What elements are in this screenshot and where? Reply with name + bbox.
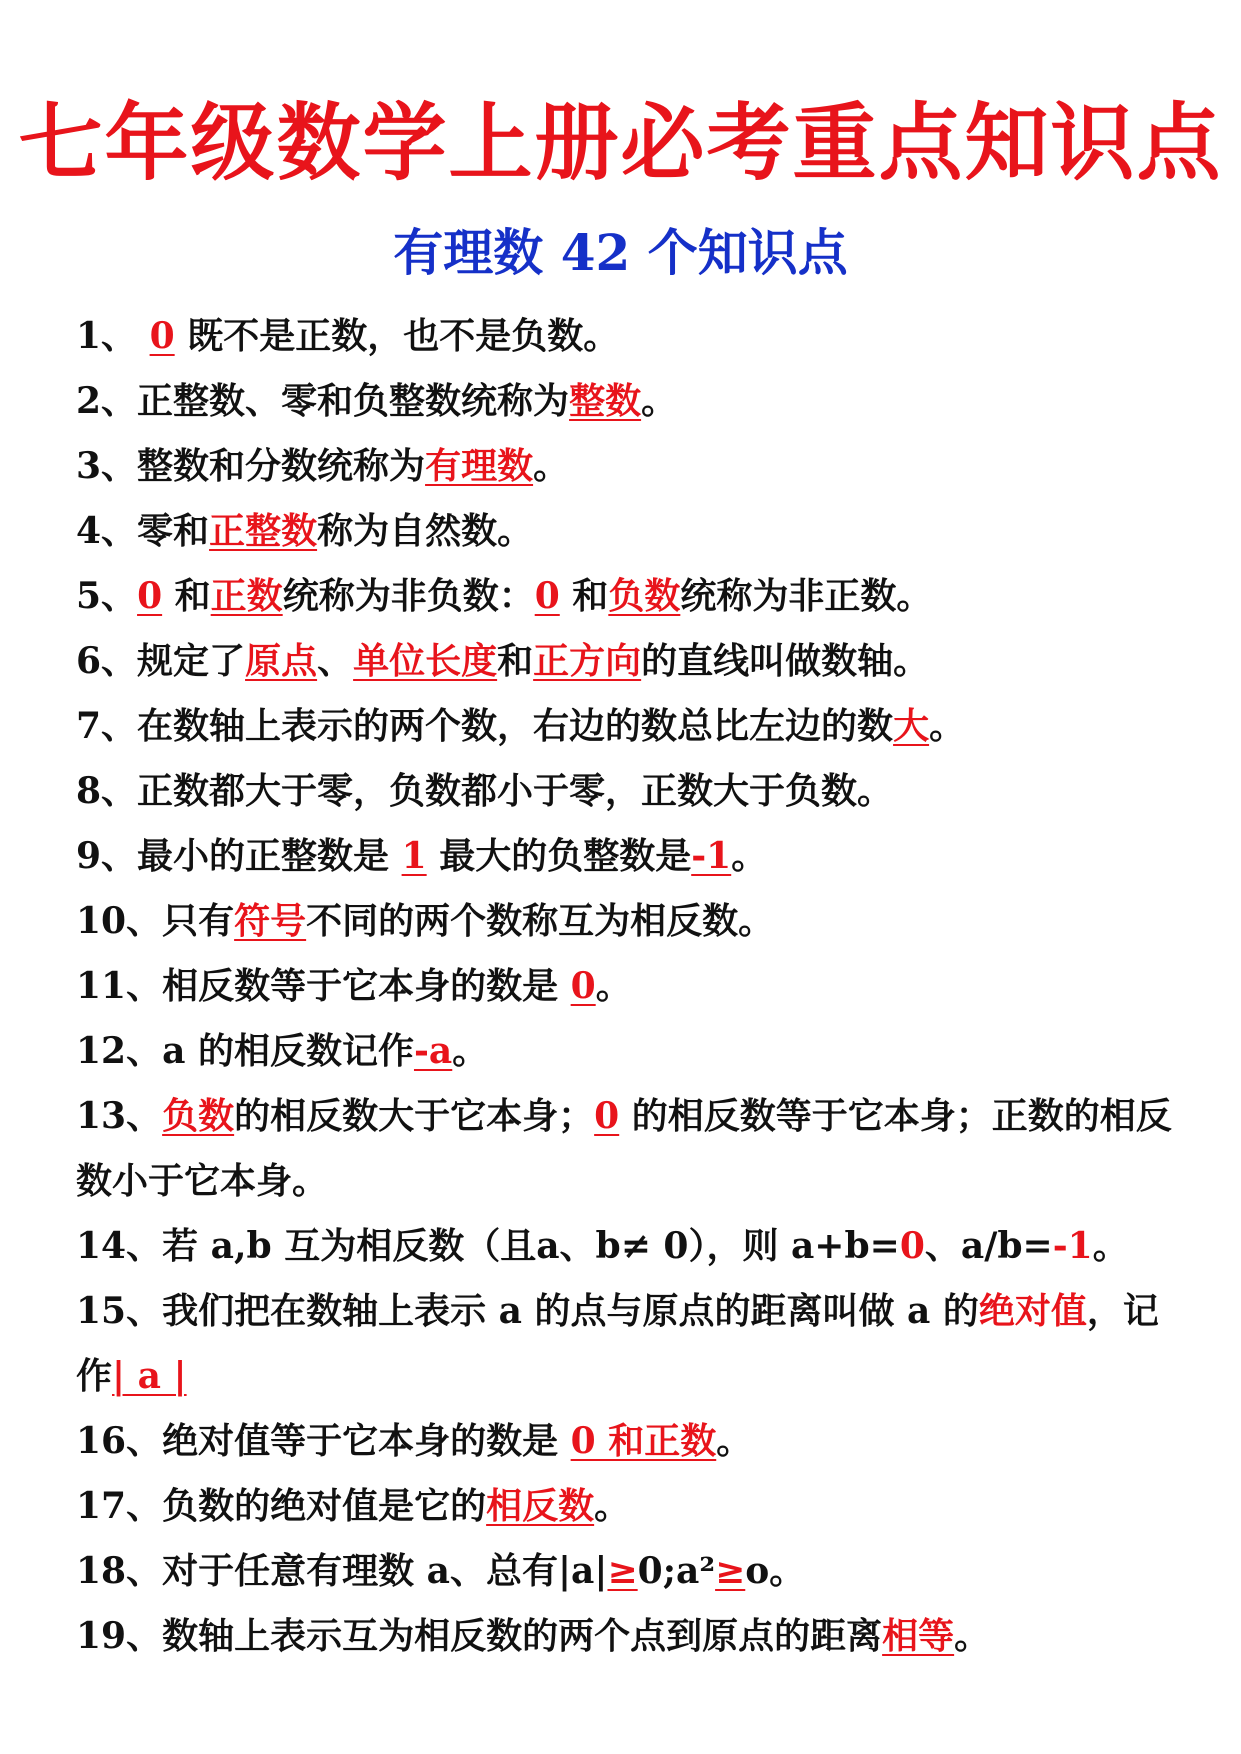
highlighted-answer: 符号 — [234, 900, 307, 942]
item-text: 。 — [452, 1030, 489, 1072]
item-text: 0;a² — [637, 1550, 716, 1592]
item-text: 和 — [162, 575, 211, 617]
list-item — [76, 1084, 1176, 1214]
list-item — [76, 1279, 1176, 1409]
item-text: 和 — [497, 640, 534, 682]
item-text: 的相反数大于它本身； — [234, 1095, 595, 1137]
highlighted-answer: 正方向 — [533, 640, 642, 682]
item-text: 8、正数都大于零，负数都小于零，正数大于负数。 — [76, 770, 894, 812]
list-item — [76, 1214, 1176, 1279]
highlighted-answer: 负数 — [162, 1095, 235, 1137]
highlighted-answer: | a | — [112, 1355, 187, 1397]
item-text: 14、若 a,b 互为相反数（且a、b≠ 0），则 a+b= — [76, 1225, 900, 1267]
highlighted-answer: 0 — [149, 315, 175, 357]
highlighted-answer: 0 — [534, 575, 560, 617]
item-text: ，记作 — [76, 1290, 1159, 1397]
item-text: 。 — [716, 1420, 753, 1462]
item-text: 。 — [731, 835, 768, 877]
item-text: 。 — [641, 380, 678, 422]
highlighted-answer: 大 — [893, 705, 930, 747]
item-text: 统称为非负数： — [282, 575, 535, 617]
item-text: 7、在数轴上表示的两个数，右边的数总比左边的数 — [76, 705, 894, 747]
item-text: 6、规定了 — [76, 640, 246, 682]
item-text: 12、a 的相反数记作 — [76, 1030, 414, 1072]
list-item — [76, 1604, 1176, 1669]
item-text: 不同的两个数称互为相反数。 — [306, 900, 775, 942]
list-item — [76, 434, 1176, 499]
list-item — [76, 1474, 1176, 1539]
item-text: 。 — [954, 1615, 991, 1657]
list-item — [76, 369, 1176, 434]
item-text: 和 — [559, 575, 609, 617]
highlighted-answer: 相反数 — [486, 1485, 595, 1527]
highlighted-answer: 负数 — [608, 575, 681, 617]
highlighted-answer: 有理数 — [425, 445, 534, 487]
item-text: 统称为非正数。 — [680, 575, 933, 617]
item-text: 的相反数等于它本身；正数的相反数小于它本身。 — [76, 1095, 1172, 1202]
item-text: 10、只有 — [76, 900, 235, 942]
page-subtitle: 有理数 42 个知识点 — [393, 223, 848, 282]
highlighted-answer: 正数 — [210, 575, 283, 617]
page-title: 七年级数学上册必考重点知识点 — [18, 93, 1223, 192]
list-item — [76, 564, 1176, 629]
item-text: 16、绝对值等于它本身的数是 — [76, 1420, 571, 1462]
item-text: 绝对值 — [978, 1290, 1087, 1332]
item-text: 11、相反数等于它本身的数是 — [76, 965, 571, 1007]
item-text: 。 — [1092, 1225, 1129, 1267]
item-text: 5、 — [76, 575, 138, 617]
highlighted-answer: 0 — [137, 575, 163, 617]
item-text: -1 — [1052, 1225, 1093, 1267]
highlighted-answer: 单位长度 — [353, 640, 498, 682]
item-text: 13、 — [76, 1095, 163, 1137]
item-text: 0 — [899, 1225, 925, 1267]
highlighted-answer: 整数 — [569, 380, 642, 422]
item-text: 。 — [533, 445, 570, 487]
item-text: 18、对于任意有理数 a、总有|a| — [76, 1550, 608, 1592]
item-text: 。 — [594, 1485, 631, 1527]
item-text: 19、数轴上表示互为相反数的两个点到原点的距离 — [76, 1615, 883, 1657]
list-item — [76, 1409, 1176, 1474]
item-text: 、a/b= — [924, 1225, 1053, 1267]
list-item — [76, 304, 1176, 369]
list-item — [76, 1539, 1176, 1604]
highlighted-answer: 0 — [594, 1095, 620, 1137]
knowledge-point-list — [76, 304, 1176, 1669]
item-text: 4、零和 — [76, 510, 210, 552]
item-text: 、 — [317, 640, 354, 682]
list-item — [76, 629, 1176, 694]
item-text: 。 — [929, 705, 966, 747]
item-text: 3、整数和分数统称为 — [76, 445, 426, 487]
list-item — [76, 499, 1176, 564]
item-text: 9、最小的正整数是 — [76, 835, 402, 877]
highlighted-answer: ≥ — [607, 1550, 638, 1592]
highlighted-answer: 0 — [570, 965, 596, 1007]
list-item — [76, 954, 1176, 1019]
highlighted-answer: 相等 — [882, 1615, 955, 1657]
item-text: 1、 — [76, 315, 150, 357]
highlighted-answer: 1 — [401, 835, 427, 877]
item-text: o。 — [745, 1550, 806, 1592]
list-item — [76, 759, 1176, 824]
highlighted-answer: 0 和正数 — [570, 1420, 717, 1462]
highlighted-answer: -1 — [691, 835, 732, 877]
highlighted-answer: 原点 — [245, 640, 318, 682]
item-text: 既不是正数，也不是负数。 — [174, 315, 620, 357]
item-text: 最大的负整数是 — [426, 835, 692, 877]
item-text: 。 — [595, 965, 632, 1007]
highlighted-answer: ≥ — [715, 1550, 746, 1592]
highlighted-answer: -a — [413, 1030, 453, 1072]
item-text: 2、正整数、零和负整数统称为 — [76, 380, 570, 422]
item-text: 称为自然数。 — [317, 510, 534, 552]
item-text: 17、负数的绝对值是它的 — [76, 1485, 487, 1527]
list-item — [76, 694, 1176, 759]
list-item — [76, 889, 1176, 954]
list-item — [76, 1019, 1176, 1084]
item-text: 的直线叫做数轴。 — [641, 640, 930, 682]
item-text: 15、我们把在数轴上表示 a 的点与原点的距离叫做 a 的 — [76, 1290, 979, 1332]
list-item — [76, 824, 1176, 889]
highlighted-answer: 正整数 — [209, 510, 318, 552]
